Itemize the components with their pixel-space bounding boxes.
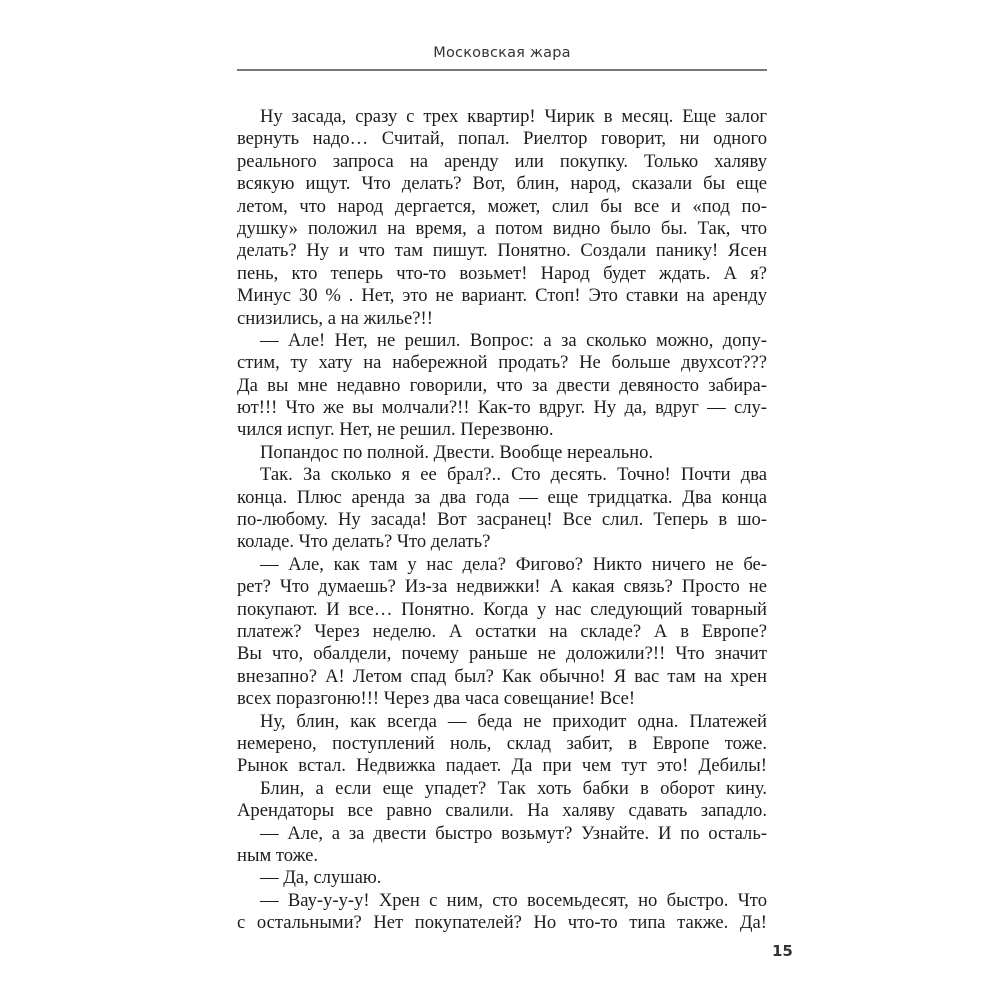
- text-line: Минус 30 % . Нет, это не вариант. Стоп! Это ставки на аренду: [237, 285, 767, 307]
- text-line: Так. За сколько я ее брал?.. Сто десять. Точно! Почти два: [260, 464, 767, 486]
- page-number: 15: [772, 942, 793, 960]
- text-line: Да вы мне недавно говорили, что за двести девяносто забира-: [237, 374, 767, 396]
- text-line: вернуть надо… Считай, попал. Риелтор говорит, ни одного: [237, 128, 767, 150]
- text-line: всех поразгоню!!! Через два часа совещание! Все!: [237, 688, 636, 710]
- text-line: платеж? Через неделю. А остатки на складе? А в Европе?: [237, 620, 767, 642]
- text-line: немерено, поступлений ноль, склад забит, в Европе тоже.: [237, 732, 767, 754]
- text-line: Попандос по полной. Двести. Вообще нереально.: [260, 441, 654, 463]
- body-text: [237, 106, 767, 934]
- text-line: Арендаторы все равно свалили. На халяву сдавать западло.: [237, 800, 767, 822]
- text-line: — Да, слушаю.: [260, 867, 382, 889]
- text-line: — Але, как там у нас дела? Фигово? Никто ничего не бе-: [260, 553, 767, 575]
- text-line: внезапно? А! Летом спад был? Как обычно! Я вас там на хрен: [237, 665, 767, 687]
- text-line: чился испуг. Нет, не решил. Перезвоню.: [237, 419, 554, 441]
- text-line: — Вау-у-у-у! Хрен с ним, сто восемьдесят, но быстро. Что: [260, 889, 767, 911]
- text-line: по-любому. Ну засада! Вот засранец! Все слил. Теперь в шо-: [237, 509, 767, 531]
- text-line: рет? Что думаешь? Из-за недвижки! А какая связь? Просто не: [237, 576, 767, 598]
- text-line: Ну засада, сразу с трех квартир! Чирик в месяц. Еще залог: [260, 106, 767, 127]
- text-line: — Але, а за двести быстро возьмут? Узнайте. И по осталь-: [260, 822, 767, 844]
- text-line: коладе. Что делать? Что делать?: [237, 531, 491, 553]
- text-line: Блин, а если еще упадет? Так хоть бабки в оборот кину.: [260, 777, 767, 799]
- text-line: Рынок встал. Недвижка падает. Да при чем тут это! Дебилы!: [237, 755, 767, 777]
- text-line: ным тоже.: [237, 844, 319, 866]
- text-line: стим, ту хату на набережной продать? Не больше двухсот???: [237, 352, 767, 374]
- text-line: Вы что, обалдели, почему раньше не доложили?!! Что значит: [237, 643, 767, 665]
- text-line: ют!!! Что же вы молчали?!! Как-то вдруг. Ну да, вдруг — слу-: [237, 397, 767, 419]
- text-line: всякую ищут. Что делать? Вот, блин, народ, сказали бы еще: [237, 173, 767, 195]
- text-line: снизились, а на жилье?!!: [237, 307, 433, 329]
- text-line: реального запроса на аренду или покупку. Только халяву: [237, 150, 767, 172]
- text-line: покупают. И все… Понятно. Когда у нас следующий товарный: [237, 598, 767, 620]
- text-line: — Але! Нет, не решил. Вопрос: а за сколько можно, допу-: [260, 329, 767, 351]
- header-rule: [237, 69, 767, 71]
- running-head-title: Московская жара: [433, 45, 571, 61]
- text-line: Ну, блин, как всегда — беда не приходит одна. Платежей: [260, 710, 767, 732]
- text-line: с остальными? Нет покупателей? Но что-то типа также. Да!: [237, 912, 767, 934]
- text-line: пень, кто теперь что-то возьмет! Народ будет ждать. А я?: [237, 262, 767, 284]
- text-line: летом, что народ дергается, может, слил бы все и «под по-: [237, 195, 767, 217]
- text-line: делать? Ну и что там пишут. Понятно. Создали панику! Ясен: [237, 240, 767, 262]
- text-line: конца. Плюс аренда за два года — еще тридцатка. Два конца: [237, 486, 767, 508]
- text-line: душку» положил на время, а потом видно было бы. Так, что: [237, 217, 767, 239]
